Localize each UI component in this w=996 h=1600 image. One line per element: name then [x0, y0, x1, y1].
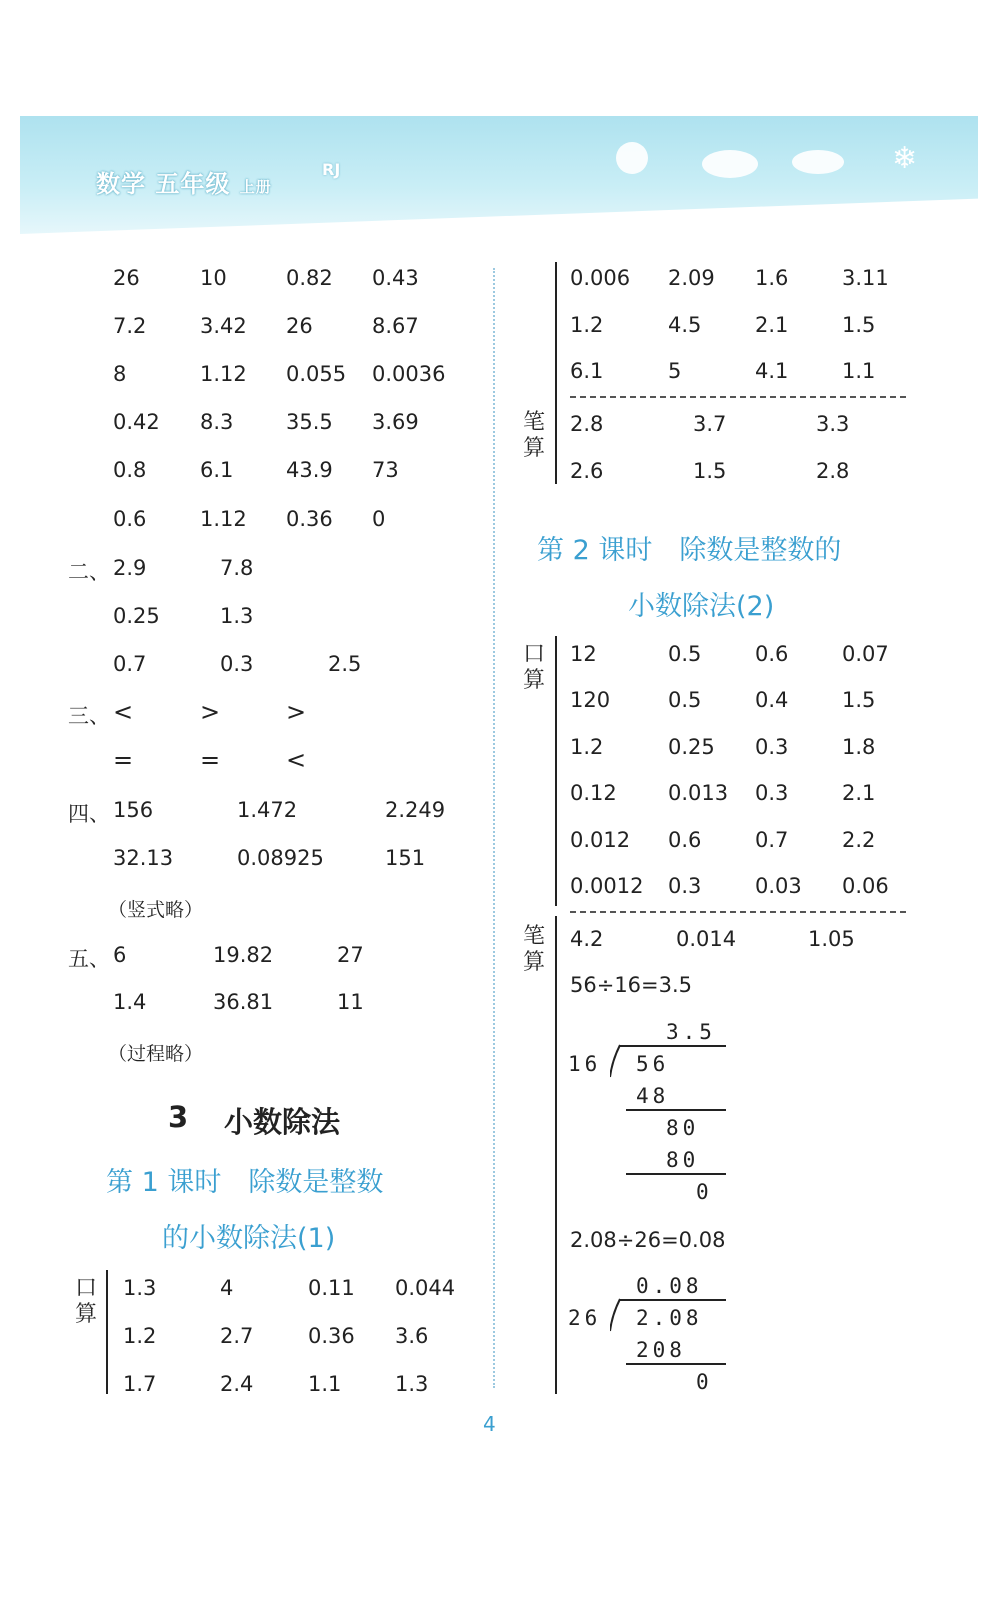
cell: 0.055: [286, 362, 347, 386]
cell: 2.7: [220, 1324, 254, 1348]
quotient: 0.08: [636, 1274, 703, 1298]
cell: 156: [113, 798, 154, 822]
cell: 26: [286, 314, 313, 338]
cell: 120: [570, 688, 611, 712]
cell: 0.7: [113, 652, 147, 676]
cell: 0.36: [308, 1324, 355, 1348]
cell: 32.13: [113, 846, 174, 870]
weather-icons: [600, 136, 960, 186]
lesson2-title-line1: 第 2 课时 除数是整数的: [537, 535, 842, 566]
remainder: 0: [696, 1370, 713, 1394]
cell: 0.82: [286, 266, 333, 290]
cell: 27: [337, 943, 364, 967]
cell: 8.67: [372, 314, 419, 338]
equation-2: 2.08÷26=0.08: [570, 1228, 726, 1252]
cell: 0.25: [668, 735, 715, 759]
section-label-4: 四、: [68, 802, 110, 826]
vertical-rule: [555, 262, 557, 484]
equation-1: 56÷16=3.5: [570, 973, 693, 997]
division-bracket: [610, 1298, 624, 1332]
cell: 0.7: [755, 828, 789, 852]
cell: 0.6: [668, 828, 702, 852]
cell: 1.3: [123, 1276, 157, 1300]
cell: 2.249: [385, 798, 446, 822]
cell: 8.3: [200, 410, 234, 434]
division-bar: [620, 1045, 726, 1047]
cell: 151: [385, 846, 426, 870]
cell: 0.25: [113, 604, 160, 628]
division-bracket: [610, 1044, 624, 1078]
section-label-3: 三、: [68, 704, 110, 728]
dashed-divider: [570, 911, 906, 913]
subtrahend: 80: [666, 1148, 700, 1172]
cell: 0.03: [755, 874, 802, 898]
cell: >: [286, 698, 307, 726]
cell: 1.05: [808, 927, 855, 951]
cell: 10: [200, 266, 227, 290]
column-divider: [493, 268, 495, 1388]
cell: 2.1: [842, 781, 876, 805]
sun-icon: [616, 142, 648, 174]
cell: 35.5: [286, 410, 333, 434]
cell: =: [200, 746, 221, 774]
header-subject: 数学: [96, 170, 146, 198]
cell: 1.1: [842, 359, 876, 383]
cell: 3.11: [842, 266, 889, 290]
cell: 2.8: [816, 459, 850, 483]
cell: 0.5: [668, 688, 702, 712]
cell: 1.12: [200, 507, 247, 531]
lesson-title-line2: 的小数除法(1): [162, 1223, 336, 1254]
cell: 2.6: [570, 459, 604, 483]
cell: 1.5: [842, 313, 876, 337]
rule: [626, 1109, 726, 1111]
division-bar: [620, 1299, 726, 1301]
cell: 36.81: [213, 990, 274, 1014]
cell: 0.3: [668, 874, 702, 898]
rule: [626, 1173, 726, 1175]
cell: 0.0036: [372, 362, 446, 386]
header-title: [96, 164, 272, 199]
kousuan-label: 口算: [74, 1276, 97, 1327]
cell: 0.36: [286, 507, 333, 531]
bisuan-label: 笔算: [522, 410, 545, 461]
cell: 2.1: [755, 313, 789, 337]
cell: 1.8: [842, 735, 876, 759]
cell: <: [113, 698, 134, 726]
rule: [626, 1363, 726, 1365]
cell: 4.2: [570, 927, 604, 951]
cell: 2.2: [842, 828, 876, 852]
cell: 11: [337, 990, 364, 1014]
lesson2-title-line2: 小数除法(2): [628, 591, 775, 622]
divisor: 26: [568, 1306, 602, 1330]
cell: 0.42: [113, 410, 160, 434]
cloud-icon: [702, 150, 758, 178]
dividend: 56: [636, 1052, 670, 1076]
cell: 6: [113, 943, 127, 967]
cell: 1.2: [123, 1324, 157, 1348]
cell: 1.3: [395, 1372, 429, 1396]
cell: 43.9: [286, 458, 333, 482]
cell: 0.014: [676, 927, 737, 951]
cell: 0.6: [755, 642, 789, 666]
cell: 0.044: [395, 1276, 456, 1300]
cloud-icon-2: [792, 150, 844, 174]
cell: 0.3: [755, 735, 789, 759]
cell: 0.11: [308, 1276, 355, 1300]
quotient: 3.5: [666, 1020, 716, 1044]
cell: 0.0012: [570, 874, 644, 898]
lesson-title-line1: 第 1 课时 除数是整数: [106, 1167, 384, 1198]
cell: =: [113, 746, 134, 774]
cell: 0.012: [570, 828, 631, 852]
cell: 73: [372, 458, 399, 482]
cell: 6.1: [200, 458, 234, 482]
note: （竖式略）: [108, 899, 204, 921]
dividend: 2.08: [636, 1306, 703, 1330]
header-grade: 五年级: [155, 170, 231, 198]
cell: 3.3: [816, 412, 850, 436]
cell: 3.69: [372, 410, 419, 434]
cell: 1.472: [237, 798, 298, 822]
vertical-rule: [555, 916, 557, 1394]
cell: 26: [113, 266, 140, 290]
cell: 1.5: [842, 688, 876, 712]
kousuan-label-2: 口算: [522, 642, 545, 693]
subtrahend: 208: [636, 1338, 686, 1362]
cell: 3.6: [395, 1324, 429, 1348]
cell: 1.5: [693, 459, 727, 483]
cell: 0.08925: [237, 846, 324, 870]
cell: 1.2: [570, 313, 604, 337]
cell: 0.43: [372, 266, 419, 290]
cell: 1.2: [570, 735, 604, 759]
cell: 2.5: [328, 652, 362, 676]
cell: 4: [220, 1276, 234, 1300]
cell: 6.1: [570, 359, 604, 383]
cell: 2.4: [220, 1372, 254, 1396]
cell: 7.8: [220, 556, 254, 580]
cell: 0.6: [113, 507, 147, 531]
page-number: 4: [483, 1412, 496, 1436]
vertical-rule: [106, 1270, 108, 1394]
cell: 3.42: [200, 314, 247, 338]
bisuan-label-2: 笔算: [522, 924, 545, 975]
cell: 1.12: [200, 362, 247, 386]
cell: 0.4: [755, 688, 789, 712]
cell: 12: [570, 642, 597, 666]
cell: 0.12: [570, 781, 617, 805]
cell: 0.06: [842, 874, 889, 898]
cell: 0.3: [220, 652, 254, 676]
cell: 7.2: [113, 314, 147, 338]
vertical-rule: [555, 636, 557, 906]
cell: 1.4: [113, 990, 147, 1014]
section-label-5: 五、: [68, 947, 110, 971]
section-label-2: 二、: [68, 560, 110, 584]
cell: 1.6: [755, 266, 789, 290]
cell: 3.7: [693, 412, 727, 436]
cell: 4.1: [755, 359, 789, 383]
header-volume: 上册: [239, 178, 272, 196]
snowflake-icon: ❄: [892, 141, 918, 176]
cell: 0.006: [570, 266, 631, 290]
cell: 2.8: [570, 412, 604, 436]
remainder: 0: [696, 1180, 713, 1204]
cell: 0: [372, 507, 386, 531]
cell: 8: [113, 362, 127, 386]
section-number: 3: [168, 1100, 189, 1134]
divisor: 16: [568, 1052, 602, 1076]
cell: 0.8: [113, 458, 147, 482]
note: （过程略）: [108, 1043, 204, 1065]
header-edition: RJ: [322, 160, 341, 179]
subtrahend: 48: [636, 1084, 670, 1108]
cell: 0.013: [668, 781, 729, 805]
cell: 5: [668, 359, 682, 383]
cell: 1.3: [220, 604, 254, 628]
cell: 0.07: [842, 642, 889, 666]
cell: 0.3: [755, 781, 789, 805]
dashed-divider: [570, 396, 906, 398]
section-title: 小数除法: [224, 1105, 341, 1139]
cell: >: [200, 698, 221, 726]
remainder: 80: [666, 1116, 700, 1140]
cell: 19.82: [213, 943, 274, 967]
cell: 1.7: [123, 1372, 157, 1396]
cell: 2.09: [668, 266, 715, 290]
cell: 0.5: [668, 642, 702, 666]
cell: 4.5: [668, 313, 702, 337]
cell: 2.9: [113, 556, 147, 580]
cell: 1.1: [308, 1372, 342, 1396]
cell: <: [286, 746, 307, 774]
